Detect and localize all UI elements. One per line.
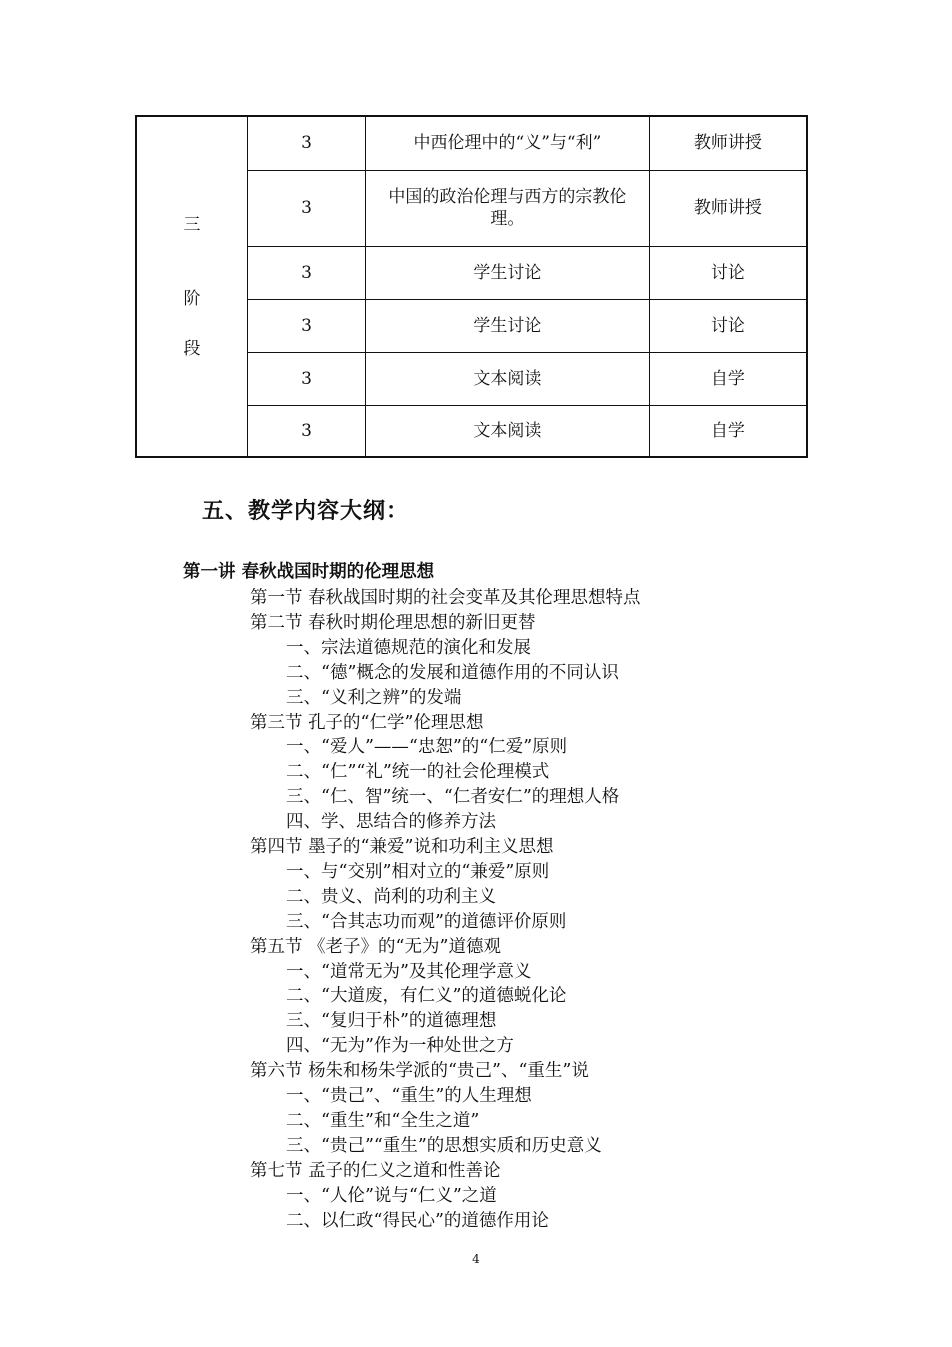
outline-subitem: 二、贵义、尚利的功利主义 <box>286 886 496 907</box>
hours-cell: 3 <box>247 405 365 457</box>
content-cell <box>366 170 650 246</box>
outline-section: 第一节 春秋战国时期的社会变革及其伦理思想特点 <box>250 588 641 608</box>
lecture-title: 第一讲 春秋战国时期的伦理思想 <box>183 562 435 582</box>
outline-subitem: 一、“道常无为”及其伦理学意义 <box>286 961 532 982</box>
outline-subitem: 一、与“交别”相对立的“兼爱”原则 <box>286 861 550 882</box>
outline-subitem: 一、“爱人”——“忠恕”的“仁爱”原则 <box>286 737 568 758</box>
outline-subitem: 四、学、思结合的修养方法 <box>286 812 496 833</box>
outline-subitem: 二、“大道废，有仁义”的道德蜕化论 <box>286 986 567 1007</box>
stage-char: 阶 <box>183 288 201 309</box>
outline-subitem: 一、“贵己”、“重生”的人生理想 <box>286 1086 532 1106</box>
stage-cell <box>136 116 247 457</box>
method-cell: 自学 <box>649 352 807 405</box>
outline-subitem: 三、“仁、智”统一、“仁者安仁”的理想人格 <box>286 787 620 808</box>
outline-section: 第七节 孟子的仁义之道和性善论 <box>250 1160 501 1181</box>
outline-section: 第五节 《老子》的“无为”道德观 <box>250 936 501 957</box>
content-cell: 学生讨论 <box>366 299 650 352</box>
method-cell: 自学 <box>649 405 807 457</box>
outline-subitem: 二、“重生”和“全生之道” <box>286 1110 480 1131</box>
outline-section: 第二节 春秋时期伦理思想的新旧更替 <box>250 612 536 633</box>
outline-subitem: 一、“人伦”说与“仁义”之道 <box>286 1185 497 1206</box>
hours-cell: 3 <box>247 170 365 246</box>
schedule-table <box>135 115 808 458</box>
table-row <box>136 116 807 170</box>
content-line: 中国的政治伦理与西方的宗教伦 <box>388 187 627 207</box>
outline-subitem: 二、“仁”“礼”统一的社会伦理模式 <box>286 762 550 783</box>
outline-subitem: 三、“复归于朴”的道德理想 <box>286 1011 497 1032</box>
content-cell: 文本阅读 <box>366 405 650 457</box>
outline-subitem: 四、“无为”作为一种处世之方 <box>286 1036 514 1057</box>
hours-cell: 3 <box>247 352 365 405</box>
page-number: 4 <box>472 1252 480 1266</box>
hours-cell: 3 <box>247 116 365 170</box>
outline-subitem: 三、“合其志功而观”的道德评价原则 <box>286 911 567 932</box>
method-cell: 讨论 <box>649 246 807 299</box>
stage-char: 三 <box>183 214 201 235</box>
hours-cell: 3 <box>247 299 365 352</box>
method-cell: 教师讲授 <box>649 116 807 170</box>
outline-section: 第六节 杨朱和杨朱学派的“贵己”、“重生”说 <box>250 1061 589 1082</box>
outline-subitem: 一、宗法道德规范的演化和发展 <box>286 637 531 658</box>
outline-subitem: 三、“贵己”“重生”的思想实质和历史意义 <box>286 1135 602 1156</box>
outline-section: 第四节 墨子的“兼爱”说和功利主义思想 <box>250 837 554 857</box>
method-cell: 教师讲授 <box>649 170 807 246</box>
outline-section: 第三节 孔子的“仁学”伦理思想 <box>250 712 484 733</box>
outline-subitem: 三、“义利之辨”的发端 <box>286 687 462 708</box>
outline-subitem: 二、以仁政“得民心”的道德作用论 <box>286 1210 549 1231</box>
outline-subitem: 二、“德”概念的发展和道德作用的不同认识 <box>286 662 619 683</box>
content-cell: 中西伦理中的“义”与“利” <box>366 116 650 170</box>
method-cell: 讨论 <box>649 299 807 352</box>
content-cell: 文本阅读 <box>366 352 650 405</box>
content-cell: 学生讨论 <box>366 246 650 299</box>
stage-char: 段 <box>183 338 201 359</box>
hours-cell: 3 <box>247 246 365 299</box>
content-line: 理。 <box>490 209 525 229</box>
section-title: 五、教学内容大纲： <box>202 498 410 524</box>
